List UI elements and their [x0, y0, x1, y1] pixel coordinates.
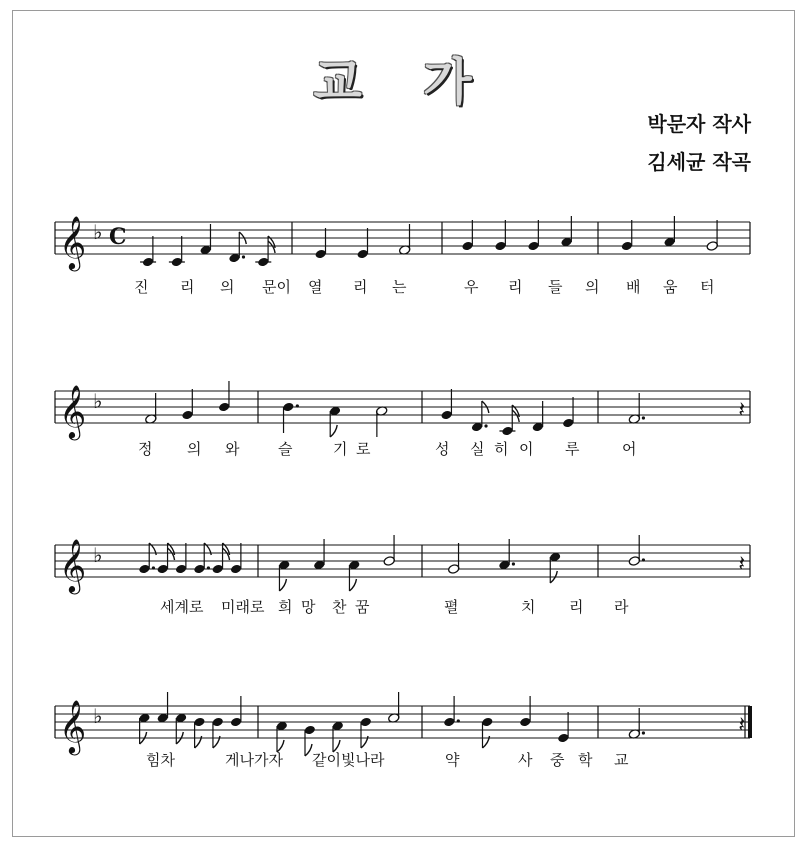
lyric-syllable: 로	[356, 440, 371, 458]
note	[348, 560, 360, 591]
note	[481, 717, 493, 748]
treble-clef-icon: 𝄞	[59, 384, 87, 438]
lyric-syllable: 우	[464, 278, 479, 296]
staff-system	[55, 692, 752, 769]
lyric-syllable: 문이	[262, 278, 291, 296]
note	[399, 224, 411, 255]
note	[193, 543, 211, 574]
note	[169, 236, 185, 267]
note	[315, 228, 327, 259]
lyric-syllable: 망	[301, 598, 316, 616]
lyric-syllable: 리	[180, 278, 195, 296]
note	[532, 401, 544, 432]
note	[329, 406, 341, 437]
lyric-syllable: 학	[578, 751, 593, 769]
note	[175, 543, 187, 574]
note	[138, 543, 156, 574]
lyric-syllable: 성	[435, 440, 450, 458]
note	[140, 236, 156, 267]
augmentation-dot	[642, 416, 645, 419]
note	[228, 232, 246, 263]
lyric-syllable: 교	[614, 751, 629, 769]
note	[461, 220, 473, 251]
note	[383, 535, 395, 566]
lyric-syllable: 같이빛나라	[312, 751, 385, 769]
lyric-syllable: 리	[508, 278, 523, 296]
staff-system	[55, 381, 750, 458]
augmentation-dot	[457, 719, 460, 722]
lyric-syllable: 의	[585, 278, 600, 296]
lyric-syllable: 어	[622, 440, 637, 458]
note	[175, 713, 187, 744]
staff-system	[55, 215, 750, 296]
quarter-rest-icon: 𝄽	[738, 713, 746, 738]
note-flag	[305, 744, 312, 756]
note	[448, 543, 460, 574]
note	[193, 717, 205, 748]
note	[628, 393, 645, 424]
flat-key-signature-icon: ♭	[93, 389, 103, 413]
lyric-syllable: 리	[569, 598, 584, 616]
lyric-syllable: 힘차	[146, 751, 175, 769]
note	[519, 696, 531, 727]
note	[549, 552, 561, 583]
note-flag	[330, 425, 337, 437]
lyric-syllable: 들	[548, 278, 563, 296]
note	[494, 220, 506, 251]
flat-key-signature-icon: ♭	[93, 543, 103, 567]
augmentation-dot	[152, 566, 155, 569]
augmentation-dot	[642, 558, 645, 561]
augmentation-dot	[642, 731, 645, 734]
lyric-syllable: 움	[663, 278, 678, 296]
song-title: 교 가	[313, 53, 494, 111]
lyric-syllable: 히	[494, 440, 509, 458]
note	[388, 692, 400, 723]
note	[218, 381, 230, 412]
lyric-syllable: 배	[626, 278, 641, 296]
note-flag	[349, 579, 356, 591]
lyric-syllable: 희	[278, 598, 293, 616]
note	[278, 560, 290, 591]
lyric-syllable: 사	[518, 751, 533, 769]
augmentation-dot	[296, 404, 299, 407]
note	[282, 402, 299, 433]
note	[157, 543, 175, 574]
note	[562, 397, 574, 428]
note	[440, 389, 452, 420]
treble-clef-icon: 𝄞	[59, 538, 87, 592]
lyric-syllable: 는	[392, 278, 407, 296]
augmentation-dot	[512, 562, 515, 565]
lyric-syllable: 와	[225, 440, 240, 458]
lyric-syllable: 정	[138, 440, 153, 458]
note	[212, 543, 230, 574]
note	[181, 389, 193, 420]
augmentation-dot	[207, 566, 210, 569]
note	[621, 220, 633, 251]
lyric-syllable: 기	[333, 440, 348, 458]
lyric-syllable: 리	[353, 278, 368, 296]
lyric-syllable: 치	[521, 598, 536, 616]
lyric-syllable: 펼	[444, 598, 459, 616]
lyricist-credit: 박문자 작사	[647, 112, 751, 136]
note	[471, 401, 489, 432]
composer-credit: 김세균 작곡	[647, 150, 751, 174]
note	[527, 220, 539, 251]
lyric-syllable: 약	[445, 751, 460, 769]
note	[499, 405, 519, 436]
note	[557, 712, 569, 743]
augmentation-dot	[242, 255, 245, 258]
treble-clef-icon: 𝄞	[59, 215, 87, 269]
lyric-syllable: 중	[550, 751, 565, 769]
lyric-syllable: 진	[134, 278, 149, 296]
lyric-syllable: 꿈	[355, 598, 370, 616]
lyric-syllable: 슬	[278, 440, 293, 458]
note	[357, 228, 369, 259]
lyric-syllable: 찬	[332, 598, 347, 616]
note	[199, 224, 211, 255]
note	[332, 721, 344, 752]
note	[230, 696, 242, 727]
note	[663, 216, 675, 247]
note	[138, 713, 150, 744]
note	[706, 220, 718, 251]
lyric-syllable: 실	[470, 440, 485, 458]
final-thick-barline	[748, 706, 752, 738]
note	[276, 721, 288, 752]
lyric-syllable: 열	[308, 278, 323, 296]
lyric-syllable: 라	[614, 598, 629, 616]
lyric-syllable: 미래로	[221, 598, 265, 616]
note	[145, 393, 157, 424]
time-signature-icon: C	[109, 224, 127, 250]
note	[375, 406, 387, 437]
augmentation-dot	[484, 424, 487, 427]
note	[230, 543, 242, 574]
note	[360, 717, 372, 748]
quarter-rest-icon: 𝄽	[738, 398, 746, 423]
note	[212, 717, 224, 748]
note-flag	[279, 579, 286, 591]
note	[313, 539, 325, 570]
lyric-syllable: 루	[565, 440, 580, 458]
note	[255, 236, 275, 267]
note	[157, 692, 169, 723]
treble-clef-icon: 𝄞	[59, 699, 87, 753]
flat-key-signature-icon: ♭	[93, 220, 103, 244]
note	[628, 535, 645, 566]
lyric-syllable: 게나가자	[225, 751, 283, 769]
note	[443, 696, 460, 727]
lyric-syllable: 의	[220, 278, 235, 296]
note	[498, 539, 515, 570]
flat-key-signature-icon: ♭	[93, 704, 103, 728]
lyric-syllable: 세계로	[160, 598, 204, 616]
note	[628, 708, 645, 739]
note	[560, 216, 572, 247]
lyric-syllable: 이	[519, 440, 534, 458]
staff-system	[55, 535, 750, 616]
lyric-syllable: 의	[187, 440, 202, 458]
lyric-syllable: 터	[700, 278, 715, 296]
quarter-rest-icon: 𝄽	[738, 552, 746, 577]
